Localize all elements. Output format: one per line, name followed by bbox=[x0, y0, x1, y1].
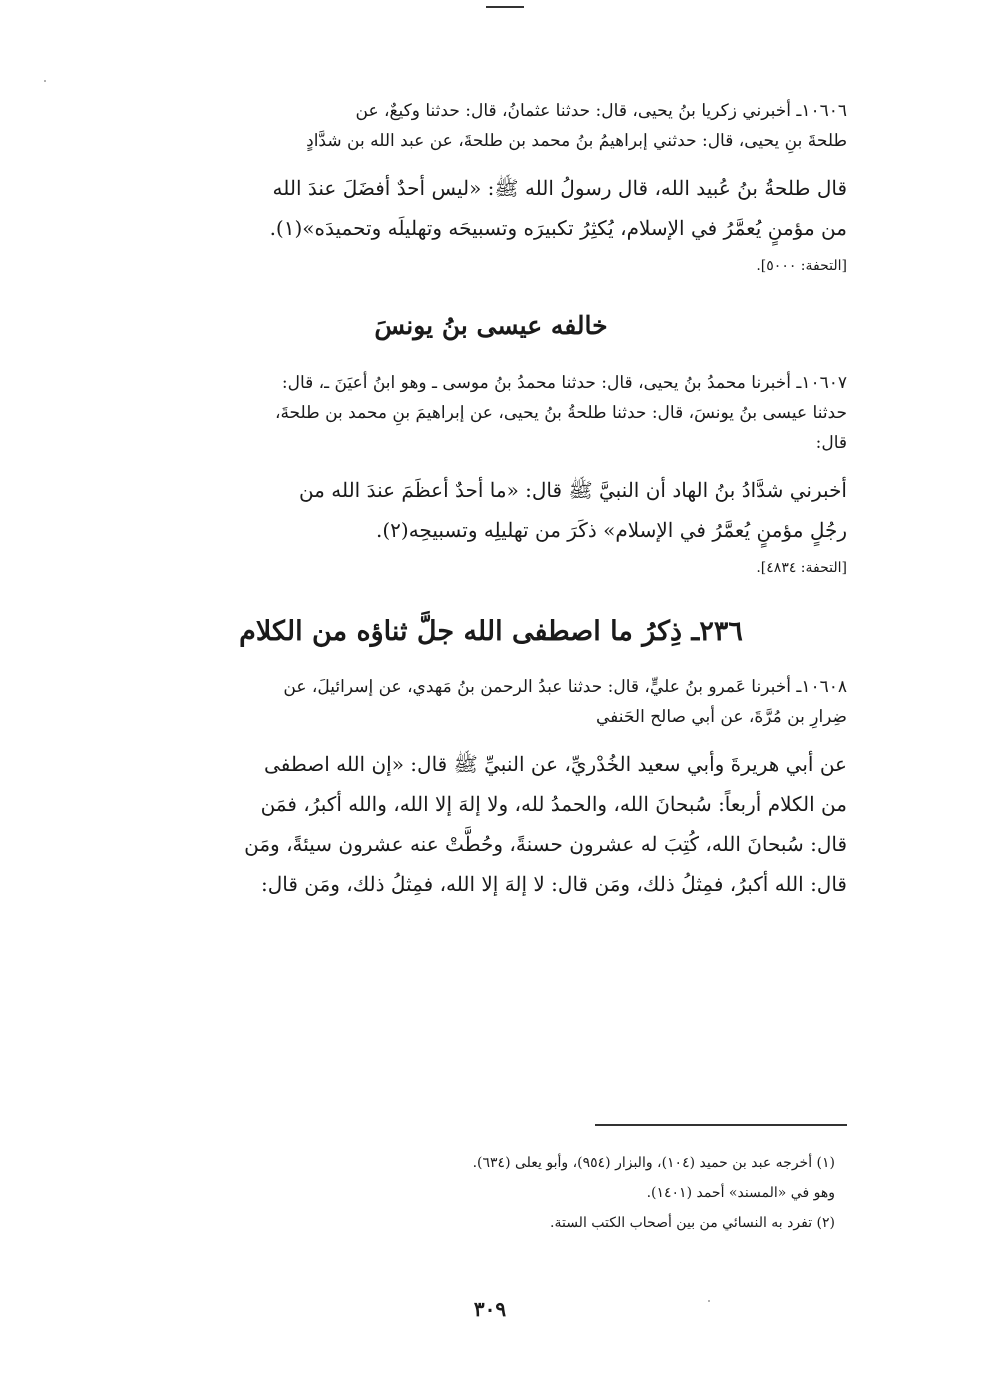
hadith-10608 bbox=[135, 672, 847, 904]
page-body bbox=[135, 96, 847, 904]
tuhfa-reference: [التحفة: ٤٨٣٤]. bbox=[756, 560, 847, 576]
footnotes bbox=[135, 1148, 835, 1238]
matn-line: قال: سُبحانَ الله، كُتِبَ له عشرون حسنةً، وحُطَّتْ عنه عشرون سيئةً، ومَن bbox=[244, 832, 847, 856]
isnad-line: ضِرارِ بن مُرَّةَ، عن أبي صالح الحَنفي bbox=[596, 707, 847, 727]
matn-line: من مؤمنٍ يُعمَّرُ في الإسلام، يُكثِرُ تكبيرَه وتسبيحَه وتهليلَه وتحميدَه»(١). bbox=[269, 216, 847, 240]
isnad-line: ١٠٦٠٨ـ أخبرنا عَمرو بنُ عليٍّ، قال: حدثنا عبدُ الرحمن بنُ مَهدي، عن إسرائيلَ، عن bbox=[283, 677, 847, 697]
isnad-line: قال: bbox=[815, 433, 847, 453]
isnad-line: حدثنا عيسى بنُ يونسَ، قال: حدثنا طلحةُ بنُ يحيى، عن إبراهيمَ بنِ محمد بن طلحةَ، bbox=[274, 403, 847, 423]
matn-line: من الكلام أربعاً: سُبحانَ الله، والحمدُ لله، ولا إلهَ إلا الله، والله أكبرُ، فمَن bbox=[260, 792, 847, 816]
tuhfa-reference: [التحفة: ٥٠٠٠]. bbox=[756, 258, 847, 274]
section-heading: خالفه عيسى بنُ يونسَ bbox=[374, 311, 608, 340]
footnote-1: (١) أخرجه عبد بن حميد (١٠٤)، والبزار (٩٥٤)، وأبو يعلى (٦٣٤). bbox=[472, 1155, 835, 1171]
isnad-line: ١٠٦٠٦ـ أخبرني زكريا بنُ يحيى، قال: حدثنا عثمانُ، قال: حدثنا وكيعٌ، عن bbox=[355, 101, 847, 121]
footnote-separator bbox=[595, 1124, 847, 1126]
chapter-heading: ٢٣٦ـ ذِكرُ ما اصطفى الله جلَّ ثناؤه من الكلام bbox=[239, 616, 743, 647]
matn-line: عن أبي هريرةَ وأبي سعيد الخُدْريِّ، عن النبيِّ ﷺ قال: «إن الله اصطفى bbox=[264, 752, 847, 776]
matn-line: قال طلحةُ بنُ عُبيد الله، قال رسولُ الله ﷺ: «ليس أحدٌ أفضَلَ عندَ الله bbox=[272, 176, 847, 200]
matn-line: رجُلٍ مؤمنٍ يُعمَّرُ في الإسلام» ذكَرَ من تهليلِه وتسبيحِه(٢). bbox=[375, 518, 847, 542]
footnote-1-continued: وهو في «المسند» أحمد (١٤٠١). bbox=[646, 1185, 835, 1201]
scan-speck bbox=[44, 80, 46, 82]
isnad-line: طلحةَ بنِ يحيى، قال: حدثني إبراهيمُ بنُ محمد بن طلحةَ، عن عبد الله بن شدَّادٍ bbox=[306, 131, 847, 151]
scan-speck bbox=[708, 1300, 710, 1302]
top-rule bbox=[486, 6, 524, 8]
footnote-2: (٢) تفرد به النسائي من بين أصحاب الكتب الستة. bbox=[550, 1215, 835, 1231]
hadith-10607 bbox=[135, 368, 847, 582]
hadith-10606 bbox=[135, 96, 847, 280]
matn-line: أخبرني شدَّادُ بنُ الهاد أن النبيَّ ﷺ قال: «ما أحدٌ أعظَمَ عندَ الله من bbox=[298, 478, 847, 502]
isnad-line: ١٠٦٠٧ـ أخبرنا محمدُ بنُ يحيى، قال: حدثنا محمدُ بنُ موسى ـ وهو ابنُ أعيَنَ ـ، قال: bbox=[281, 373, 847, 393]
matn-line: قال: الله أكبرُ، فمِثلُ ذلك، ومَن قال: لا إلهَ إلا الله، فمِثلُ ذلك، ومَن قال: bbox=[261, 872, 847, 896]
page-number: ٣٠٩ bbox=[473, 1297, 507, 1321]
